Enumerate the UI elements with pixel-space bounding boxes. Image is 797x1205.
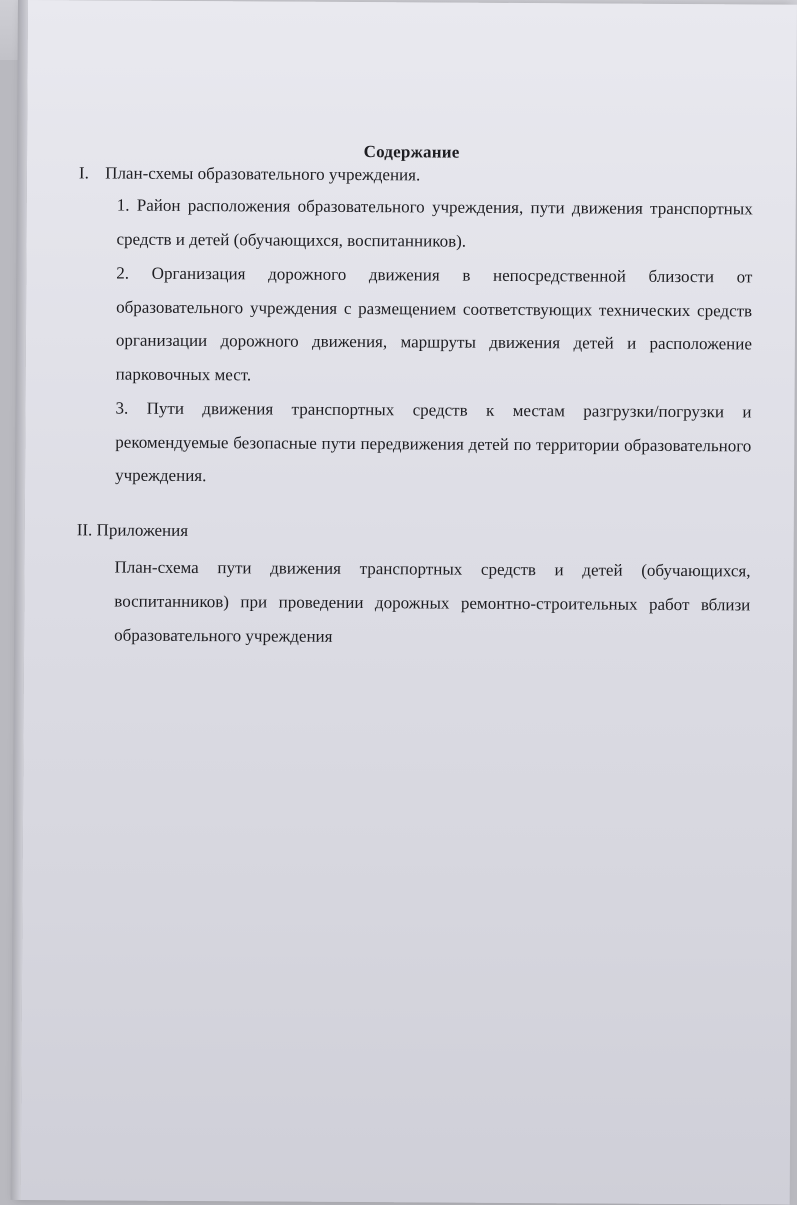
section-1-item-1: 1. Район расположения образовательного учреждения, пути движения транспортных средств и детей (обучающихся, воспитанников). xyxy=(116,195,753,251)
document-title: Содержание xyxy=(363,142,460,162)
section-2-title: Приложения xyxy=(96,520,189,540)
section-1-number: I. xyxy=(78,163,89,183)
section-1-item-2: 2. Организация дорожного движения в непосредственной близости от образовательного учреждения с размещением соответствующих технических средств организации дорожного движения, маршруты движения детей и расположение парковочных мест. xyxy=(115,263,753,384)
section-2-number: II. xyxy=(76,520,93,540)
section-1-heading xyxy=(79,158,779,192)
section-1-item-3: 3. Пути движения транспортных средств к местам разгрузки/погрузки и рекомендуемые безопасные пути передвижения детей по территории образовательного учреждения. xyxy=(115,398,752,486)
paper-sheet xyxy=(21,0,797,1205)
section-2-item-1: План-схема пути движения транспортных средств и детей (обучающихся, воспитанников) при проведении дорожных ремонтно-строительных работ вблизи образовательного учреждения xyxy=(114,557,751,646)
section-1-title: План-схемы образовательного учреждения. xyxy=(105,163,421,185)
section-2-heading xyxy=(77,515,477,547)
